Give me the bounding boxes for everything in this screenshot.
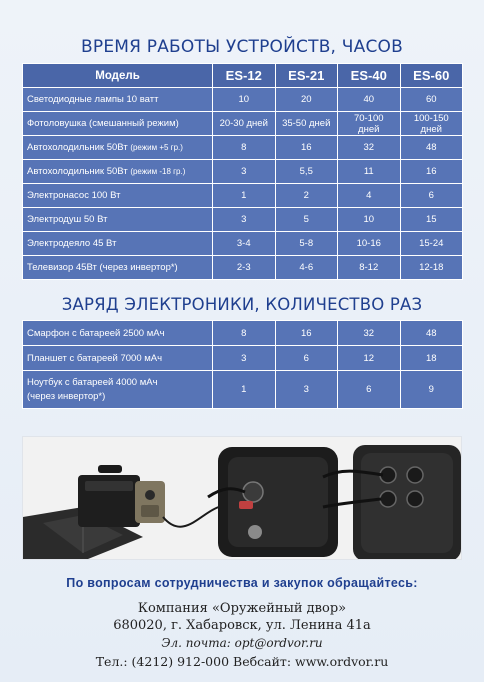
runtime-value: 11 (338, 160, 401, 184)
device-name: Светодиодные лампы 10 ватт (27, 94, 159, 105)
product-photo (22, 436, 462, 560)
runtime-value: 20-30 дней (213, 112, 276, 136)
runtime-value: 8-12 (338, 256, 401, 280)
email-line: Эл. почта: opt@ordvor.ru (161, 636, 323, 650)
charge-value: 32 (338, 321, 401, 346)
device-name: Электродеяло 45 Вт (27, 238, 117, 249)
device-label (23, 321, 213, 346)
runtime-value: 48 (400, 136, 463, 160)
device-label (23, 346, 213, 371)
runtime-row (23, 88, 463, 112)
charge-row (23, 321, 463, 346)
device-name: Планшет с батареей 7000 мАч (27, 352, 163, 364)
runtime-value: 10 (213, 88, 276, 112)
charge-value: 1 (213, 371, 276, 409)
runtime-value: 16 (400, 160, 463, 184)
device-label (23, 256, 213, 280)
header-es21: ES-21 (275, 64, 338, 88)
device-label (23, 160, 213, 184)
charge-section-title: ЗАРЯД ЭЛЕКТРОНИКИ, КОЛИЧЕСТВО РАЗ (61, 295, 423, 314)
runtime-value: 3 (213, 160, 276, 184)
runtime-value: 32 (338, 136, 401, 160)
runtime-value: 5-8 (275, 232, 338, 256)
runtime-value: 12-18 (400, 256, 463, 280)
runtime-value: 6 (400, 184, 463, 208)
device-name: Автохолодильник 50Вт (27, 142, 128, 153)
runtime-value: 10 (338, 208, 401, 232)
charge-value: 9 (400, 371, 463, 409)
runtime-value: 15 (400, 208, 463, 232)
charge-table (22, 320, 463, 409)
charge-value: 6 (275, 346, 338, 371)
header-es60: ES-60 (400, 64, 463, 88)
charge-value: 3 (275, 371, 338, 409)
device-name: Ноутбук с батареей 4000 мАч (27, 377, 158, 388)
header-es12: ES-12 (213, 64, 276, 88)
runtime-value: 5 (275, 208, 338, 232)
charge-row (23, 346, 463, 371)
contact-heading: По вопросам сотрудничества и закупок обращайтесь: (66, 576, 418, 590)
product-photo-illustration (23, 437, 462, 560)
device-label (23, 136, 213, 160)
charge-value: 6 (338, 371, 401, 409)
device-label (23, 232, 213, 256)
device-label (23, 184, 213, 208)
runtime-value: 16 (275, 136, 338, 160)
device-mode-note: (режим -18 гр.) (130, 167, 186, 176)
runtime-value: 15-24 (400, 232, 463, 256)
runtime-value: 60 (400, 88, 463, 112)
device-name: Электродуш 50 Вт (27, 214, 108, 225)
device-name: Электронасос 100 Вт (27, 190, 121, 201)
runtime-value: 3-4 (213, 232, 276, 256)
runtime-value: 100-150 дней (400, 112, 463, 136)
runtime-row (23, 256, 463, 280)
runtime-table-header (23, 64, 463, 88)
device-name-continued: (через инвертор*) (27, 391, 106, 402)
device-mode-note: (режим +5 гр.) (130, 143, 183, 152)
device-label (23, 371, 213, 409)
runtime-table (22, 63, 463, 280)
runtime-section-title: ВРЕМЯ РАБОТЫ УСТРОЙСТВ, ЧАСОВ (81, 37, 403, 57)
runtime-row (23, 160, 463, 184)
runtime-value: 8 (213, 136, 276, 160)
charge-value: 3 (213, 346, 276, 371)
runtime-row (23, 208, 463, 232)
runtime-value: 70-100 дней (338, 112, 401, 136)
charge-value: 18 (400, 346, 463, 371)
device-label (23, 208, 213, 232)
runtime-value: 2-3 (213, 256, 276, 280)
runtime-value: 35-50 дней (275, 112, 338, 136)
header-model: Модель (23, 64, 213, 88)
runtime-row (23, 184, 463, 208)
device-name: Автохолодильник 50Вт (27, 166, 128, 177)
charge-value: 48 (400, 321, 463, 346)
runtime-value: 10-16 (338, 232, 401, 256)
runtime-value: 4-6 (275, 256, 338, 280)
charge-value: 12 (338, 346, 401, 371)
company-address: 680020, г. Хабаровск, ул. Ленина 41а (113, 618, 371, 633)
company-name: Компания «Оружейный двор» (137, 601, 347, 616)
runtime-value: 1 (213, 184, 276, 208)
runtime-value: 2 (275, 184, 338, 208)
charge-value: 16 (275, 321, 338, 346)
runtime-value: 4 (338, 184, 401, 208)
runtime-row (23, 232, 463, 256)
device-label (23, 88, 213, 112)
runtime-row (23, 112, 463, 136)
charge-value: 8 (213, 321, 276, 346)
device-name: Фотоловушка (смешанный режим) (27, 118, 179, 129)
runtime-value: 3 (213, 208, 276, 232)
device-name: Телевизор 45Вт (через инвертор*) (27, 262, 178, 273)
phone-website-line: Тел.: (4212) 912-000 Вебсайт: www.ordvor.ru (95, 654, 389, 669)
charge-row (23, 371, 463, 409)
runtime-value: 20 (275, 88, 338, 112)
runtime-row (23, 136, 463, 160)
runtime-value: 5,5 (275, 160, 338, 184)
device-name: Смарфон с батареей 2500 мАч (27, 327, 165, 339)
device-label (23, 112, 213, 136)
header-es40: ES-40 (338, 64, 401, 88)
runtime-value: 40 (338, 88, 401, 112)
